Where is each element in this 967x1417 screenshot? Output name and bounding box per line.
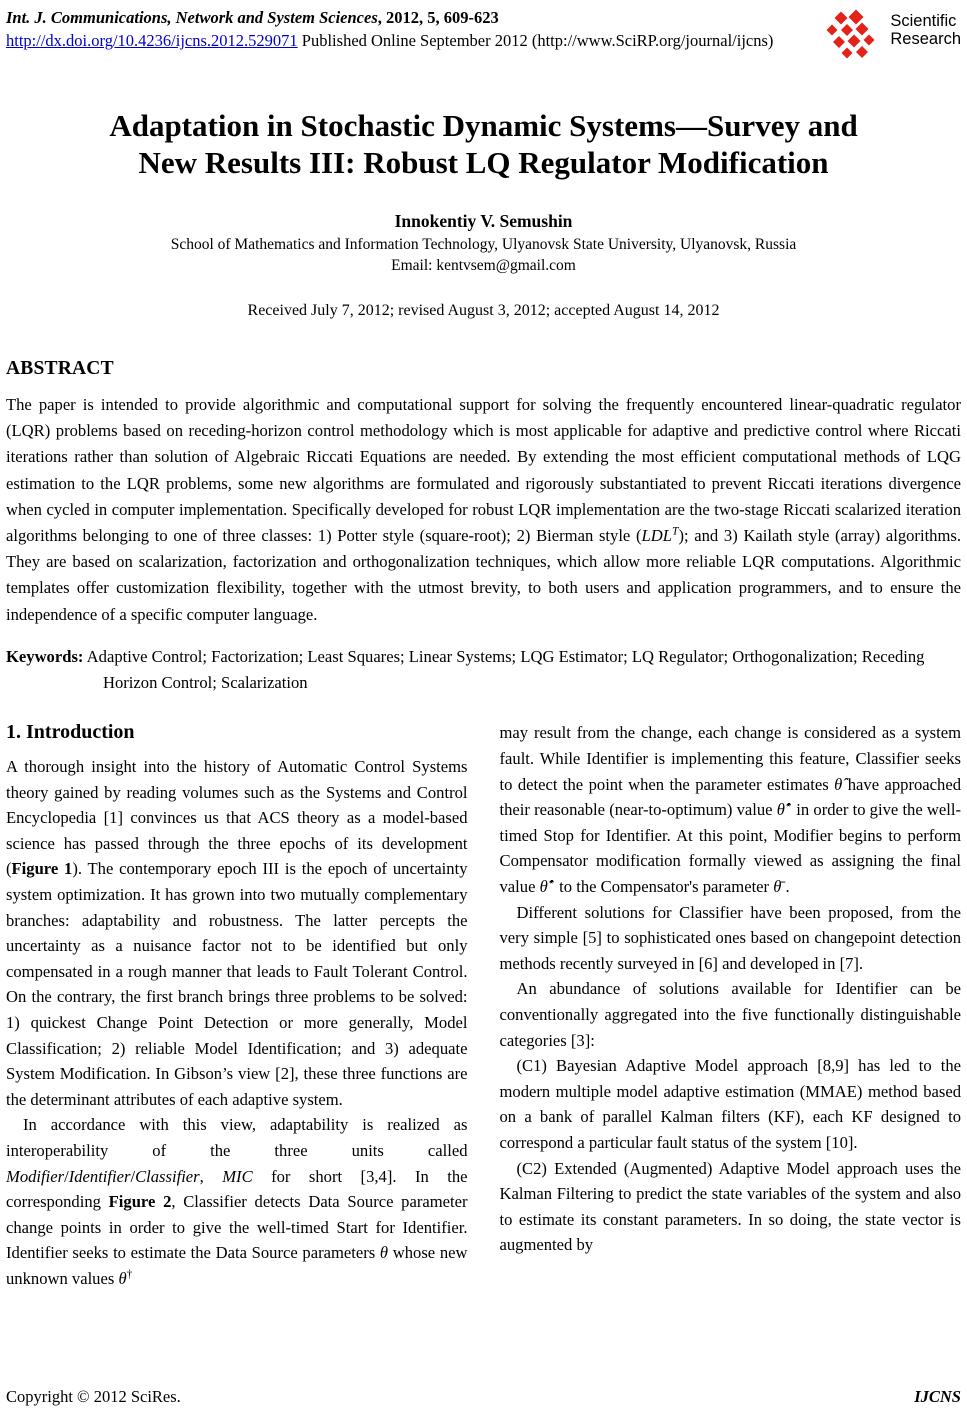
abstract-text: The paper is intended to provide algorithmic and computational support for solving the frequently encountered linear-quadratic regulator (LQR) problems based on receding-horizon control methodology which is most applicable for adaptive and predictive control where Riccati iterations rather than solution of Algebraic Riccati Equations are needed. By extending the most efficient computational methods of LQG estimation to the LQR problems, some new algorithms are formulated and rigorously substantiated to prevent Riccati iterations divergence when cycled in computer implementation. Specifically developed for robust LQR implementation are the two-stage Riccati scalarized iteration algorithms belonging to one of three classes: 1) Potter style (square-root); 2) Bierman style $(LDL^T)$; and 3) Kailath style (array) algorithms. They are based on scalarization, factorization and orthogonalization techniques, which allow more reliable LQR computations. Algorithmic templates offer customization flexibility, together with the utmost brevity, to both users and application programmers, and to ensure the independence of a specific computer language. xyxy=(6,395,961,624)
publisher-name-line1: Scientific xyxy=(890,12,957,30)
journal-name: Int. J. Communications, Network and System Sciences xyxy=(6,8,378,27)
paper-title-line1: Adaptation in Stochastic Dynamic Systems—Survey and xyxy=(109,108,858,143)
paragraph: may result from the change, each change is considered as a system fault. While Identifier is implementing this feature, Classifier seeks to detect the point when the parameter estimates θ̂ have approached their reasonable (near-to-optimum) value θ̂⋆ in order to give the well-timed Stop for Identifier. At this point, Modifier begins to perform Compensator modification formally viewed as assigning the final value θ̂⋆ to the Compensator's parameter θ̄ . xyxy=(499,723,961,896)
doi-link[interactable]: http://dx.doi.org/10.4236/ijcns.2012.529071 xyxy=(6,31,298,50)
publisher-logo xyxy=(824,9,961,65)
publisher-name-line2: Research xyxy=(890,29,961,48)
paper-title xyxy=(6,107,961,181)
keywords-block xyxy=(6,644,961,696)
paragraph: A thorough insight into the history of Automatic Control Systems theory gained by reading volumes such as the Systems and Control Encyclopedia [1] convinces us that ACS theory as a model-based science has passed through the three epochs of its development (Figure 1). The contemporary epoch III is the epoch of uncertainty system optimization. It has grown into two mutually complementary branches: adaptability and robustness. The latter percepts the uncertainty as a nuisance factor not to be identified but only compensated in a rough manner that leads to Fault Tolerant Control. On the contrary, the first branch brings three problems to be solved: 1) quickest Change Point Detection or more generally, Model Classification; 2) reliable Model Identification; and 3) adequate System Modification. In Gibson’s view [2], these three functions are the determinant attributes of each adaptive system. xyxy=(6,757,468,1109)
body-columns xyxy=(6,720,961,1291)
journal-header xyxy=(6,8,961,65)
journal-citation-line xyxy=(6,8,773,28)
page-footer xyxy=(6,1387,961,1407)
copyright-text: Copyright © 2012 SciRes. xyxy=(6,1387,181,1406)
paragraph: (C1) Bayesian Adaptive Model approach [8,9] has led to the modern multiple model adaptive estimation (MMAE) method based on a bank of parallel Kalman filters (KF), each KF designed to correspond a particular fault status of the system [10]. xyxy=(499,1056,961,1152)
left-column xyxy=(6,720,468,1291)
paragraph: (C2) Extended (Augmented) Adaptive Model approach uses the Kalman Filtering to predict the state variables of the system and also to estimate its constant parameters. In so doing, the state vector is augmented by xyxy=(499,1158,961,1255)
published-online-text: Published Online September 2012 (http://www.SciRP.org/journal/ijcns) xyxy=(297,31,774,50)
paragraph: An abundance of solutions available for Identifier can be conventionally aggregated into the five functionally distinguishable categories [3]: xyxy=(499,979,961,1050)
paragraph: Different solutions for Classifier have been proposed, from the very simple [5] to sophisticated ones based on changepoint detection methods recently surveyed in [6] and developed in [7]. xyxy=(499,902,961,973)
abstract-heading: ABSTRACT xyxy=(6,358,114,379)
paper-title-line2: New Results III: Robust LQ Regulator Modification xyxy=(138,145,829,180)
author-affiliation: School of Mathematics and Information Technology, Ulyanovsk State University, Ulyanovsk, Russia xyxy=(170,236,797,253)
dates-line: Received July 7, 2012; revised August 3, 2012; accepted August 14, 2012 xyxy=(247,302,720,319)
section-heading-introduction: 1. Introduction xyxy=(6,721,135,744)
author-email: Email: kentvsem@gmail.com xyxy=(391,257,576,274)
journal-issue-pages: , 2012, 5, 609-623 xyxy=(377,8,499,27)
right-column xyxy=(500,720,962,1291)
paragraph: In accordance with this view, adaptability is realized as interoperability of the three units called Modifier/Identifier/Classifier, MIC for short [3,4]. In the corresponding Figure 2, Classifier detects Data Source parameter change points in order to give the well-timed Start for Identifier. Identifier seeks to estimate the Data Source parameters θ whose new unknown values θ† xyxy=(6,1115,468,1288)
keywords-text: Adaptive Control; Factorization; Least Squares; Linear Systems; LQG Estimator; LQ Regulator; Orthogonalization; Receding Horizon Control; Scalarization xyxy=(83,647,925,693)
author-name: Innokentiy V. Semushin xyxy=(394,211,573,231)
doi-line xyxy=(6,31,773,51)
journal-citation-block xyxy=(6,8,773,51)
keywords-label: Keywords: xyxy=(6,647,84,667)
journal-abbreviation: IJCNS xyxy=(914,1387,961,1406)
scirp-diamonds-icon xyxy=(824,9,888,65)
publisher-name xyxy=(890,13,961,48)
